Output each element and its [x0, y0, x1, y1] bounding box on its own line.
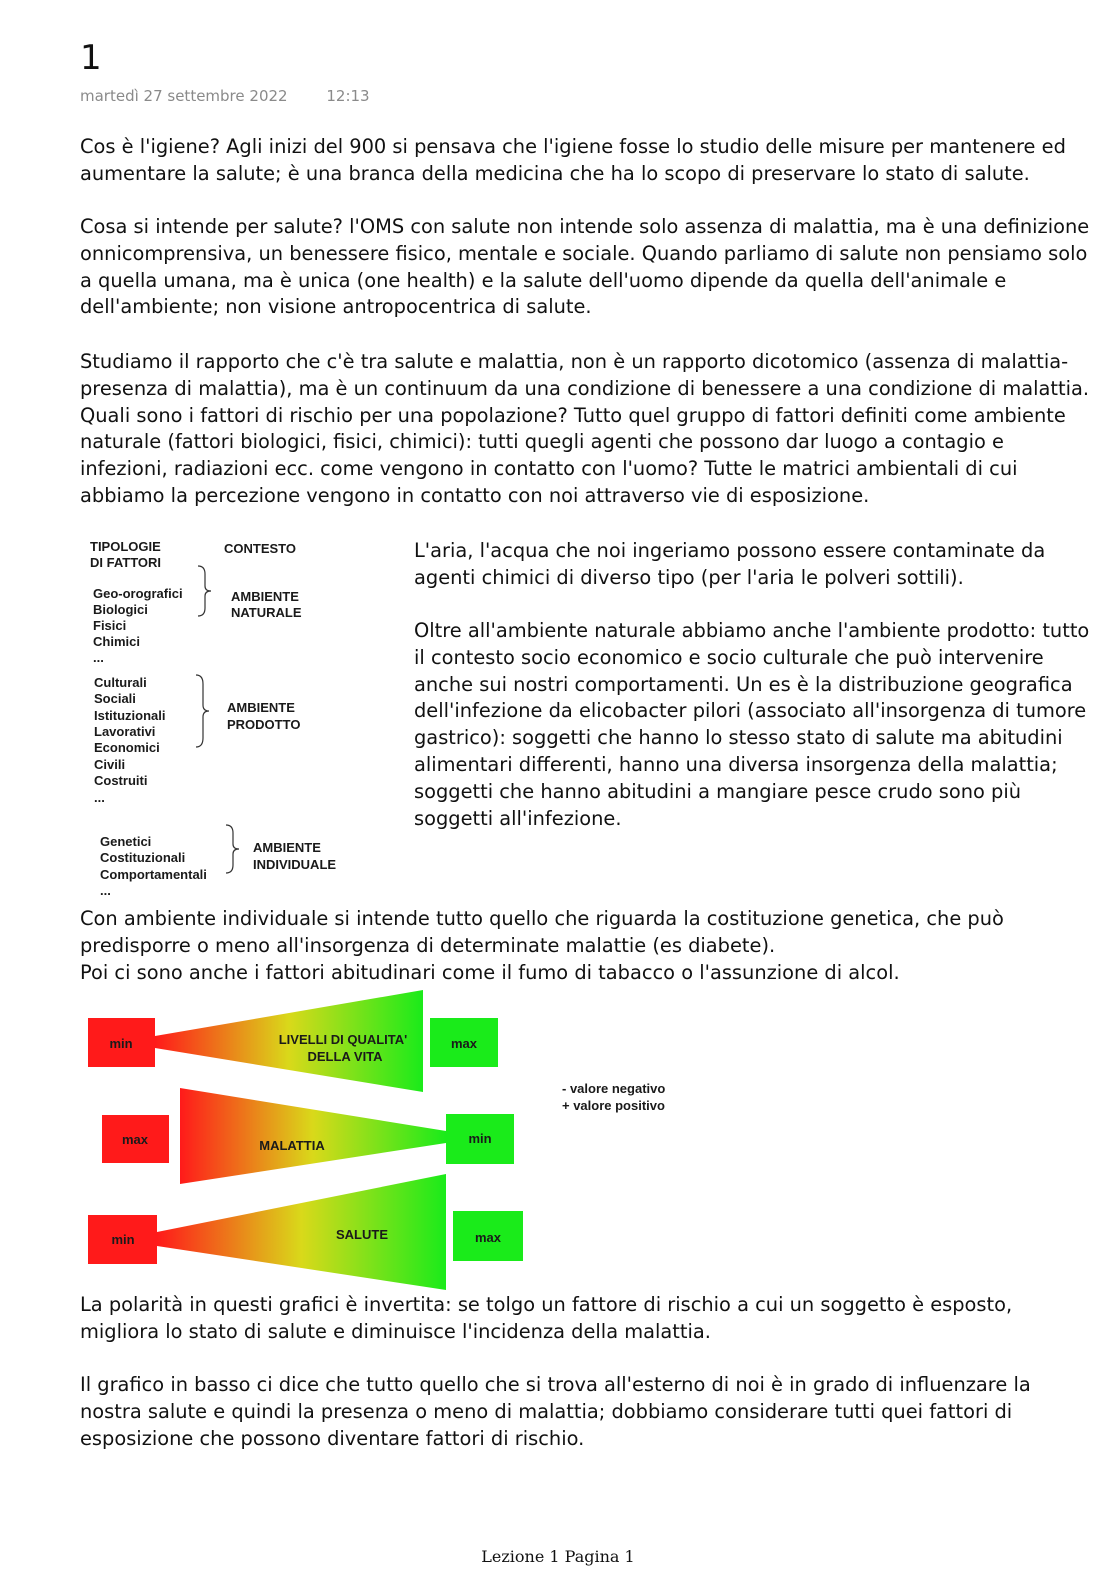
funnel-health [157, 1174, 446, 1290]
funnel-box-label: min [109, 1036, 133, 1051]
funnel-label: LIVELLI DI QUALITA' [278, 1032, 408, 1047]
factor-item: ... [93, 650, 104, 665]
funnel-label: SALUTE [336, 1227, 388, 1242]
factors-header-left-2: DI FATTORI [90, 555, 162, 570]
context-natural-1: AMBIENTE [231, 589, 299, 604]
factors-header-left: TIPOLOGIE [90, 539, 161, 554]
factor-item: Biologici [93, 602, 148, 617]
factor-item: Economici [94, 740, 160, 755]
funnel-disease [180, 1088, 446, 1184]
funnel-box-label: max [474, 1230, 502, 1245]
factor-item: Genetici [100, 834, 152, 849]
note-time: 12:13 [326, 87, 370, 105]
brace-produced [196, 675, 209, 747]
context-produced-2: PRODOTTO [227, 717, 301, 732]
paragraph-polarita: La polarità in questi grafici è invertita: se tolgo un fattore di rischio a cui un soggetto è esposto, migliora lo stato di salute e diminuisce l'incidenza della malattia. [80, 1293, 1013, 1343]
brace-natural [198, 566, 211, 616]
factor-item: Fisici [93, 618, 127, 633]
factor-item: Costruiti [94, 773, 148, 788]
brace-individual [226, 825, 239, 873]
legend-positive: + valore positivo [562, 1098, 665, 1113]
factor-item: Chimici [93, 634, 140, 649]
paragraph-igiene: Cos è l'igiene? Agli inizi del 900 si pensava che l'igiene fosse lo studio delle misure per mantenere ed aumentare la salute; è una branca della medicina che ha lo scopo di preservare lo stato di salute. [80, 135, 1066, 185]
factor-item: Sociali [94, 691, 136, 706]
page-title: 1 [80, 38, 102, 78]
factor-item: ... [94, 790, 105, 805]
funnel-box-label: min [468, 1131, 492, 1146]
paragraph-rapporto: Studiamo il rapporto che c'è tra salute e malattia, non è un rapporto dicotomico (assenza di malattia-presenza di malattia), ma è un continuum da una condizione di benessere a una condizione di malattia. Quali sono i fattori di rischio per una popolazione? Tutto quel gruppo di fattori definiti come ambiente naturale (fattori biologici, fisici, chimici): tutti quegli agenti che possono dar luogo a contagio e infezioni, radiazioni ecc. come vengono in contatto con l'uomo? Tutte le matrici ambientali di cui abbiamo la percezione vengono in contatto con noi attraverso vie di esposizione. [80, 350, 1090, 507]
factor-item: Civili [94, 757, 126, 772]
factors-diagram [84, 535, 384, 901]
paragraph-ambiente-individuale: Con ambiente individuale si intende tutto quello che riguarda la costituzione genetica, che può predisporre o meno all'insorgenza di determinate malattie (es diabete). [80, 907, 1004, 957]
paragraph-salute: Cosa si intende per salute? l'OMS con salute non intende solo assenza di malattia, ma è una definizione onnicomprensiva, un benessere fisico, mentale e sociale. Quando parliamo di salute non pensiamo solo a quella umana, ma è unica (one health) e la salute dell'uomo dipende da quella dell'animale e dell'ambiente; non visione antropocentrica di salute. [80, 215, 1090, 319]
factor-item: Comportamentali [100, 867, 207, 882]
paragraph-grafico: Il grafico in basso ci dice che tutto quello che si trova all'esterno di noi è in grado di influenzare la nostra salute e quindi la presenza o meno di malattia; dobbiamo considerare tutti quei fattori di esposizione che possono diventare fattori di rischio. [80, 1373, 1031, 1450]
note-date: martedì 27 settembre 2022 [80, 87, 288, 105]
paragraph-fattori-abitudinari: Poi ci sono anche i fattori abitudinari come il fumo di tabacco o l'assunzione di alcol. [80, 961, 900, 984]
factors-header-right: CONTESTO [224, 541, 296, 556]
funnel-box-label: max [450, 1036, 478, 1051]
funnel-label: MALATTIA [259, 1138, 325, 1153]
context-individual-2: INDIVIDUALE [253, 857, 337, 872]
factor-item: Istituzionali [94, 708, 166, 723]
legend-negative: - valore negativo [562, 1081, 666, 1096]
page-footer: Lezione 1 Pagina 1 [481, 1547, 635, 1566]
funnel-box-label: max [121, 1132, 149, 1147]
factor-item: Lavorativi [94, 724, 156, 739]
funnel-label: DELLA VITA [307, 1049, 383, 1064]
factor-item: Costituzionali [100, 850, 186, 865]
factor-item: Culturali [94, 675, 147, 690]
funnel-box-label: min [111, 1232, 135, 1247]
context-natural-2: NATURALE [231, 605, 302, 620]
note-meta [80, 87, 404, 105]
context-produced-1: AMBIENTE [227, 700, 295, 715]
factor-item: Geo-orografici [93, 586, 183, 601]
paragraph-ambiente-prodotto: Oltre all'ambiente naturale abbiamo anche l'ambiente prodotto: tutto il contesto socio economico e socio culturale che può intervenire anche sui nostri comportamenti. Un es è la distribuzione geografica dell'infezione da elicobacter pilori (associato all'insorgenza di tumore gastrico): soggetti che hanno lo stesso stato di salute ma abitudini alimentari differenti, hanno una diversa insorgenza della malattia; soggetti che hanno abitudini a mangiare pesce crudo sono più soggetti all'infezione. [414, 619, 1090, 830]
paragraph-aria-acqua: L'aria, l'acqua che noi ingeriamo possono essere contaminate da agenti chimici di diverso tipo (per l'aria le polveri sottili). [414, 539, 1046, 589]
factor-item: ... [100, 883, 111, 898]
funnel-diagram [80, 988, 700, 1292]
context-individual-1: AMBIENTE [253, 840, 321, 855]
